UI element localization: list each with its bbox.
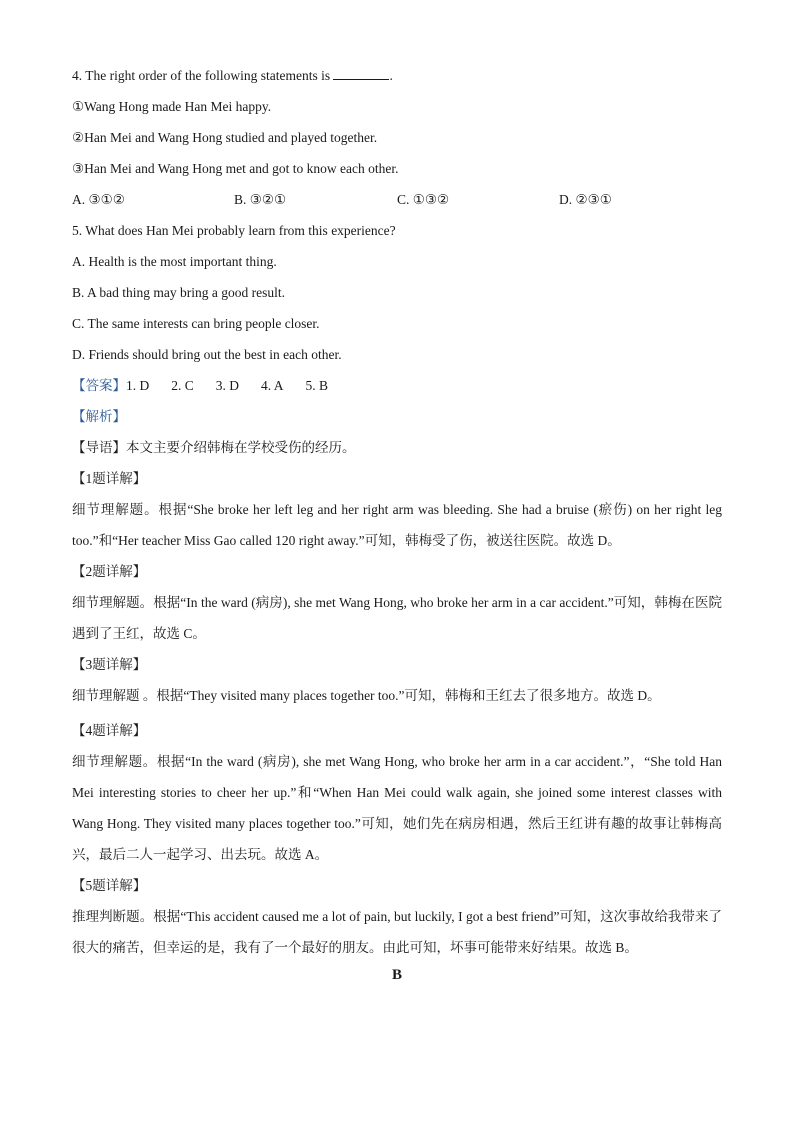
question-5-option-d: D. Friends should bring out the best in each other. [72,347,342,362]
question-4-options [72,184,722,215]
analysis-label: 【解析】 [72,409,126,424]
detail-2-text: 细节理解题。根据“In the ward (病房), she met Wang Hong, who broke her arm in a car accident.”可知，韩梅在医院遇到了王红，故选 C。 [72,595,722,641]
option-b: B. ③②① [234,192,287,207]
option-d: D. ②③① [559,192,612,207]
answer-item-3: 3. D [215,378,240,393]
detail-4-text: 细节理解题。根据“In the ward (病房), she met Wang Hong, who broke her arm in a car accident.”，“She told Han Mei interesting stories to cheer her up.”和“When Han Mei could walk again, she joined some interest classes with Wang Hong. They visited many places together too.”可知，她们先在病房相遇，然后王红讲有趣的故事让韩梅高兴，最后二人一起学习、出去玩。故选 A。 [72,754,722,862]
question-4-stem [72,60,722,91]
option-a: A. ③①② [72,192,125,207]
detail-3-title: 【3题详解】 [72,657,147,672]
answer-item-1: 1. D [126,378,150,393]
statement-1: ①Wang Hong made Han Mei happy. [72,99,272,114]
answer-item-4: 4. A [261,378,284,393]
question-5-stem: 5. What does Han Mei probably learn from this experience? [72,223,396,238]
detail-2-title: 【2题详解】 [72,564,147,579]
question-4-period: . [389,68,393,83]
statement-2: ②Han Mei and Wang Hong studied and played together. [72,130,378,145]
option-c: C. ①③② [397,192,450,207]
detail-5-title: 【5题详解】 [72,878,147,893]
detail-3-text: 细节理解题 。根据“They visited many places together too.”可知，韩梅和王红去了很多地方。故选 D。 [72,688,661,703]
section-heading-b: B [391,967,402,983]
answer-label: 【答案】 [72,378,126,393]
document-page [72,60,722,984]
question-5-option-a: A. Health is the most important thing. [72,254,277,269]
answer-key [72,370,722,401]
statement-3: ③Han Mei and Wang Hong met and got to know each other. [72,161,399,176]
answer-blank [333,67,389,80]
question-5-option-b: B. A bad thing may bring a good result. [72,285,285,300]
question-4-text: 4. The right order of the following statements is [72,68,331,83]
analysis-intro: 【导语】本文主要介绍韩梅在学校受伤的经历。 [72,440,356,455]
answer-item-5: 5. B [305,378,329,393]
detail-1-title: 【1题详解】 [72,471,147,486]
detail-1-text: 细节理解题。根据“She broke her left leg and her right arm was bleeding. She had a bruise (瘀伤) on her right leg too.”和“Her teacher Miss Gao called 120 right away.”可知，韩梅受了伤，被送往医院。故选 D。 [72,502,722,548]
question-5-option-c: C. The same interests can bring people closer. [72,316,320,331]
detail-5-text: 推理判断题。根据“This accident caused me a lot of pain, but luckily, I got a best friend”可知，这次事故给我带来了很大的痛苦，但幸运的是，我有了一个最好的朋友。由此可知，坏事可能带来好结果。故选 B。 [72,909,722,955]
detail-4-title: 【4题详解】 [72,723,147,738]
answer-item-2: 2. C [171,378,194,393]
